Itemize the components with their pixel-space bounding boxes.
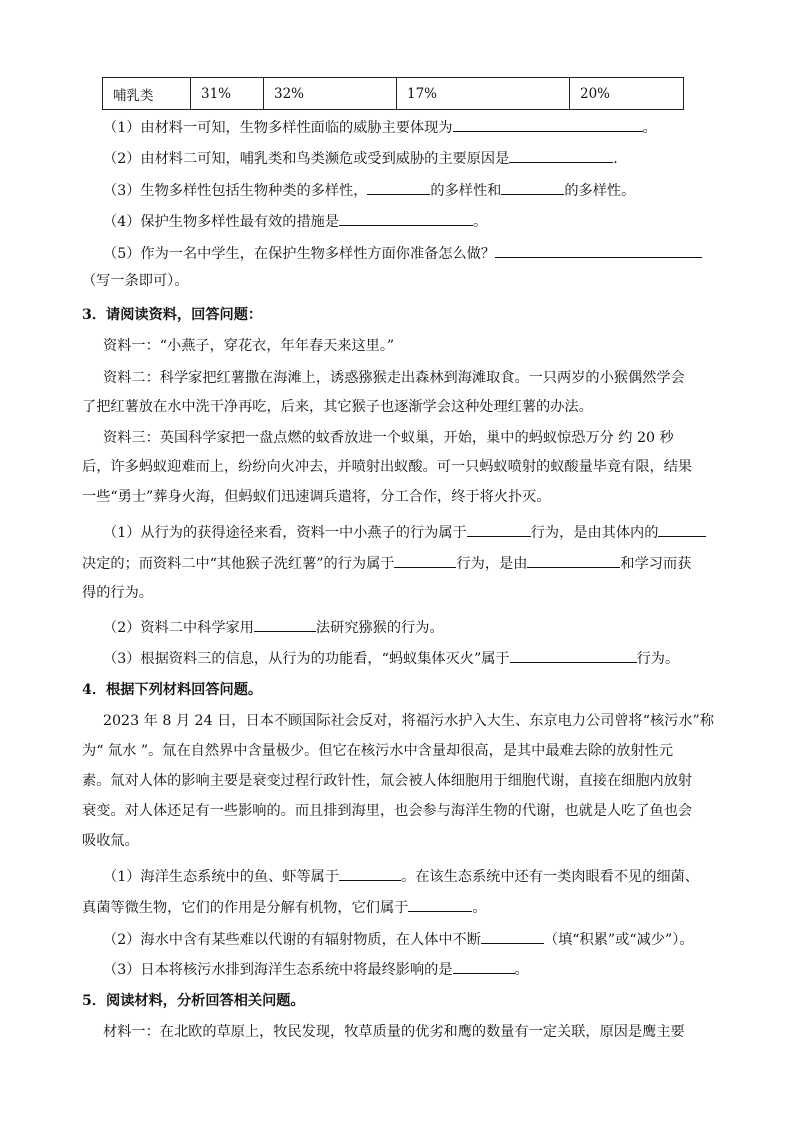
q4-passage-cont: 为“ 氚水 ”。氚在自然界中含量极少。但它在核污水中含量却很高，是其中最难去除的放射性元 xyxy=(82,743,674,759)
answer-blank xyxy=(254,616,316,632)
q3-subquestion-3: （3）根据资料三的信息，从行为的功能看，“蚂蚁集体灭火”属于 行为。 xyxy=(103,647,723,669)
q4-passage-cont: 素。氚对人体的影响主要是衰变过程行政针性，氚会被人体细胞用于细胞代谢，直接在细胞内放射 xyxy=(82,773,693,789)
answer-blank xyxy=(339,865,401,881)
data-table-fragment xyxy=(102,77,684,110)
answer-blank xyxy=(510,647,637,663)
table-cell-value: 31% xyxy=(191,78,264,110)
answer-blank xyxy=(501,179,564,195)
question-5-heading: 5．阅读材料，分析回答相关问题。 xyxy=(82,993,305,1009)
q4-subquestion-2: （2）海水中含有某些难以代谢的有辐射物质，在人体中不断 （填“积累”或“减少”）。 xyxy=(103,928,723,950)
answer-blank xyxy=(509,147,613,163)
question-3-heading: 3．请阅读资料，回答问题： xyxy=(82,307,263,323)
q3-material-3-cont: 后，许多蚂蚁迎难而上，纷纷向火冲去，并喷射出蚁酸。可一只蚂蚁喷射的蚁酸量毕竟有限，结果 xyxy=(82,459,693,475)
answer-blank xyxy=(658,521,706,537)
question-4-heading: 4．根据下列材料回答问题。 xyxy=(82,682,263,698)
table-cell-value: 32% xyxy=(264,78,397,110)
q3-material-1: 资料一：“小燕子，穿花衣，年年春天来这里。” xyxy=(103,338,395,354)
answer-blank xyxy=(339,210,473,226)
q3-subquestion-1: （1）从行为的获得途径来看，资料一中小燕子的行为属于 行为，是由其体内的 xyxy=(103,521,723,543)
q4-passage-cont: 衰变。对人体还足有一些影响的。而且排到海里，也会参与海洋生物的代谢，也就是人吃了鱼也会 xyxy=(82,803,693,819)
table-cell-value: 17% xyxy=(397,78,570,110)
q3-subquestion-1-cont: 决定的；而资料二中“其他猴子洗红薯”的行为属于 行为，是由 和学习而获 xyxy=(82,552,722,574)
answer-blank xyxy=(394,552,456,568)
q4-passage-cont: 吸收氚。 xyxy=(82,833,139,849)
answer-blank xyxy=(527,552,620,568)
answer-blank xyxy=(453,116,643,132)
q5-material-1: 材料一：在北欧的草原上，牧民发现，牧草质量的优劣和鹰的数量有一定关联，原因是鹰主要 xyxy=(103,1024,685,1040)
q2-subquestion-2: （2）由材料二可知，哺乳类和鸟类濒危或受到威胁的主要原因是 . xyxy=(103,147,723,169)
q2-subquestion-4: （4）保护生物多样性最有效的措施是 。 xyxy=(103,210,723,232)
q4-subquestion-3: （3）日本将核污水排到海洋生态系统中将最终影响的是 。 xyxy=(103,958,723,980)
q2-subquestion-5-cont: （写一条即可）。 xyxy=(82,273,189,289)
q2-subquestion-5: （5）作为一名中学生，在保护生物多样性方面你准备怎么做？ xyxy=(103,242,723,264)
q3-subquestion-2: （2）资料二中科学家用 法研究猕猴的行为。 xyxy=(103,616,723,638)
q3-material-3-cont: 一些“勇士”葬身火海，但蚂蚁们迅速调兵遣将，分工合作，终于将火扑灭。 xyxy=(82,489,551,505)
answer-blank xyxy=(453,958,515,974)
answer-blank xyxy=(495,242,702,258)
table-row xyxy=(103,78,684,110)
answer-blank xyxy=(408,896,472,912)
q3-material-2-cont: 了把红薯放在水中洗干净再吃，后来，其它猴子也逐渐学会这种处理红薯的办法。 xyxy=(82,399,593,415)
table-cell-category: 哺乳类 xyxy=(103,78,191,110)
table-cell-value: 20% xyxy=(570,78,684,110)
answer-blank xyxy=(481,928,544,944)
q3-material-3: 资料三：英国科学家把一盘点燃的蚊香放进一个蚁巢，开始，巢中的蚂蚁惊恐万分 约 20 秒 xyxy=(103,430,674,446)
answer-blank xyxy=(467,521,531,537)
q2-subquestion-1: （1）由材料一可知，生物多样性面临的威胁主要体现为 。 xyxy=(103,116,723,138)
q3-material-2: 资料二：科学家把红薯撒在海滩上，诱惑猕猴走出森林到海滩取食。一只两岁的小猴偶然学会 xyxy=(103,370,685,386)
q4-subquestion-1-cont: 真菌等微生物，它们的作用是分解有机物，它们属于 。 xyxy=(82,896,722,918)
answer-blank xyxy=(367,179,430,195)
q4-subquestion-1: （1）海洋生态系统中的鱼、虾等属于 。在该生态系统中还有一类肉眼看不见的细菌、 xyxy=(103,865,723,887)
q2-subquestion-3: （3）生物多样性包括生物种类的多样性， 的多样性和 的多样性。 xyxy=(103,179,723,201)
q4-passage: 2023 年 8 月 24 日，日本不顾国际社会反对，将福污水护入大生、东京电力公司曾将“核污水”称 xyxy=(103,713,714,729)
q3-subquestion-1-cont: 得的行为。 xyxy=(82,585,153,601)
